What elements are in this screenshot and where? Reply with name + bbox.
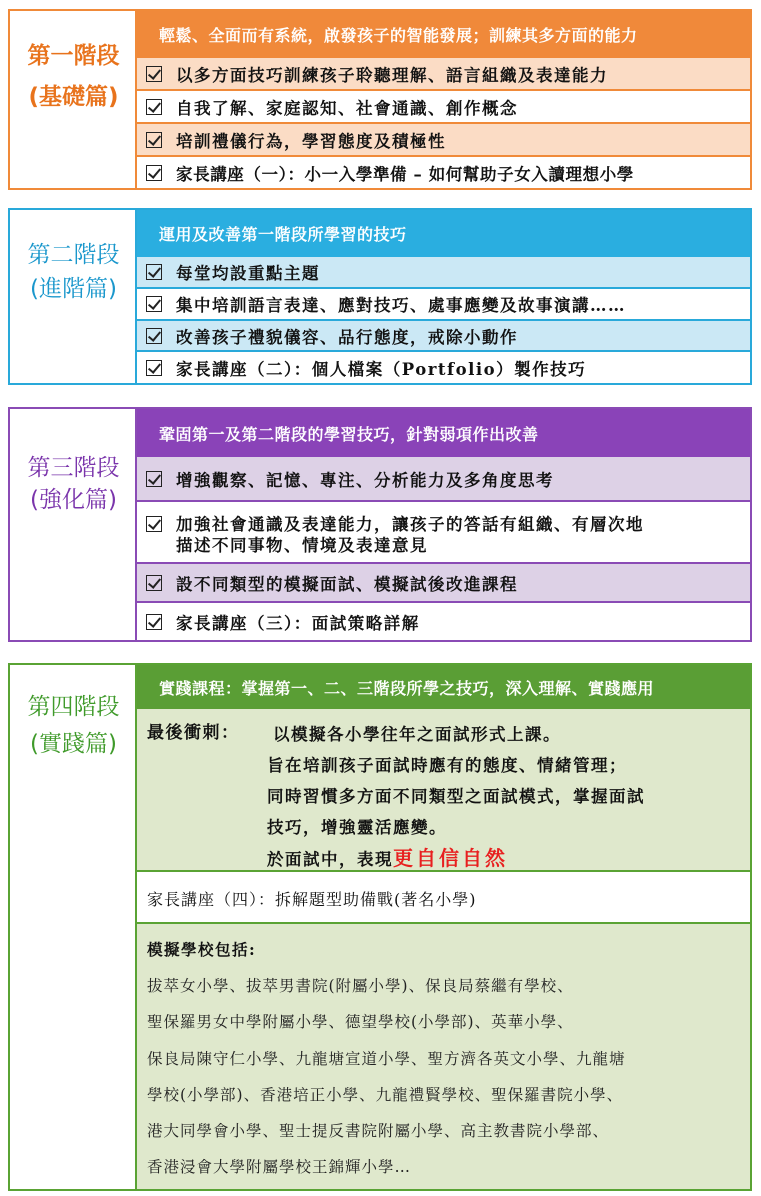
stage-1-title: 第一階段 (27, 43, 120, 69)
stage-2-panel (8, 208, 752, 385)
checkbox-checked-icon (146, 165, 162, 181)
checkbox-checked-icon (146, 66, 162, 82)
stage-2-item: 每堂均設重點主題 (137, 257, 750, 289)
highlight-text: 更自信自然 (393, 846, 508, 870)
checkbox-checked-icon (146, 328, 162, 344)
stage-1-panel (8, 9, 752, 190)
final-sprint-line: 以模擬各小學往年之面試形式上課。 (273, 725, 561, 744)
mock-schools-line: 保良局陳守仁小學、九龍塘宣道小學、聖方濟各英文小學、九龍塘 (147, 1050, 626, 1068)
stage-1-label-column (10, 11, 137, 188)
mock-schools-block (137, 924, 750, 1189)
stage-4-heading: 實踐課程：掌握第一、二、三階段所學之技巧，深入理解、實踐應用 (137, 665, 750, 709)
stage-3-heading: 鞏固第一及第二階段的學習技巧，針對弱項作出改善 (137, 409, 750, 457)
final-sprint-block (137, 709, 750, 872)
mock-schools-line: 學校(小學部)、香港培正小學、九龍禮賢學校、聖保羅書院小學、 (147, 1086, 624, 1104)
stage-2-item: 集中培訓語言表達、應對技巧、處事應變及故事演講…… (137, 289, 750, 321)
stage-1-item: 自我了解、家庭認知、社會通識、創作概念 (137, 91, 750, 124)
stage-4-title: 第四階段 (27, 694, 120, 720)
stage-4-label-column (10, 665, 137, 1189)
stage-3-panel (8, 407, 752, 642)
stage-1-subtitle: (基礎篇) (28, 84, 119, 110)
stage-2-subtitle: (進階篇) (30, 276, 117, 302)
final-sprint-line: 技巧，增強靈活應變。 (267, 818, 447, 837)
checkbox-checked-icon (146, 575, 162, 591)
mock-schools-line: 聖保羅男女中學附屬小學、德望學校(小學部)、英華小學、 (147, 1013, 574, 1031)
parent-talk-4: 家長講座（四）：拆解題型助備戰(著名小學) (147, 890, 477, 909)
checkbox-checked-icon (146, 264, 162, 280)
final-sprint-title: 最後衝刺： (147, 723, 240, 743)
stage-3-label-column (10, 409, 137, 640)
stage-1-item: 培訓禮儀行為，學習態度及積極性 (137, 124, 750, 157)
stage-2-item: 家長講座（二）：個人檔案（Portfolio）製作技巧 (137, 352, 750, 383)
mock-schools-title: 模擬學校包括: (147, 940, 257, 959)
stage-4-subtitle: (實踐篇) (30, 731, 117, 757)
checkbox-checked-icon (146, 516, 162, 532)
stage-3-item: 增強觀察、記憶、專注、分析能力及多角度思考 (137, 457, 750, 502)
parent-talk-block (137, 872, 750, 924)
stage-2-label-column (10, 210, 137, 383)
checkbox-checked-icon (146, 296, 162, 312)
mock-schools-line: 港大同學會小學、聖士提反書院附屬小學、高主教書院小學部、 (147, 1122, 610, 1140)
mock-schools-line: 香港浸會大學附屬學校王錦輝小學… (147, 1158, 412, 1176)
checkbox-checked-icon (146, 360, 162, 376)
checkbox-checked-icon (146, 471, 162, 487)
final-sprint-closing: 於面試中，表現更自信自然 (267, 846, 508, 870)
stage-3-item: 家長講座（三）：面試策略詳解 (137, 603, 750, 640)
stage-1-item: 以多方面技巧訓練孩子聆聽理解、語言組織及表達能力 (137, 58, 750, 91)
stage-2-item: 改善孩子禮貌儀容、品行態度，戒除小動作 (137, 321, 750, 352)
checkbox-checked-icon (146, 99, 162, 115)
stage-4-panel (8, 663, 752, 1191)
stage-3-item: 設不同類型的模擬面試、模擬試後改進課程 (137, 564, 750, 603)
final-sprint-line: 旨在培訓孩子面試時應有的態度、情緒管理； (267, 756, 627, 775)
stage-1-heading: 輕鬆、全面而有系統，啟發孩子的智能發展；訓練其多方面的能力 (137, 11, 750, 58)
stage-3-subtitle: (強化篇) (30, 487, 117, 513)
stage-3-title: 第三階段 (27, 455, 120, 481)
stage-2-heading: 運用及改善第一階段所學習的技巧 (137, 210, 750, 257)
checkbox-checked-icon (146, 614, 162, 630)
mock-schools-line: 拔萃女小學、拔萃男書院(附屬小學)、保良局蔡繼有學校、 (147, 977, 574, 995)
stage-1-item: 家長講座（一）：小一入學準備 – 如何幫助子女入讀理想小學 (137, 157, 750, 188)
stage-3-item: 加強社會通識及表達能力，讓孩子的答話有組織、有層次地 描述不同事物、情境及表達意見 (137, 502, 750, 564)
checkbox-checked-icon (146, 132, 162, 148)
stage-2-title: 第二階段 (27, 242, 120, 268)
final-sprint-line: 同時習慣多方面不同類型之面試模式，掌握面試 (267, 787, 645, 806)
